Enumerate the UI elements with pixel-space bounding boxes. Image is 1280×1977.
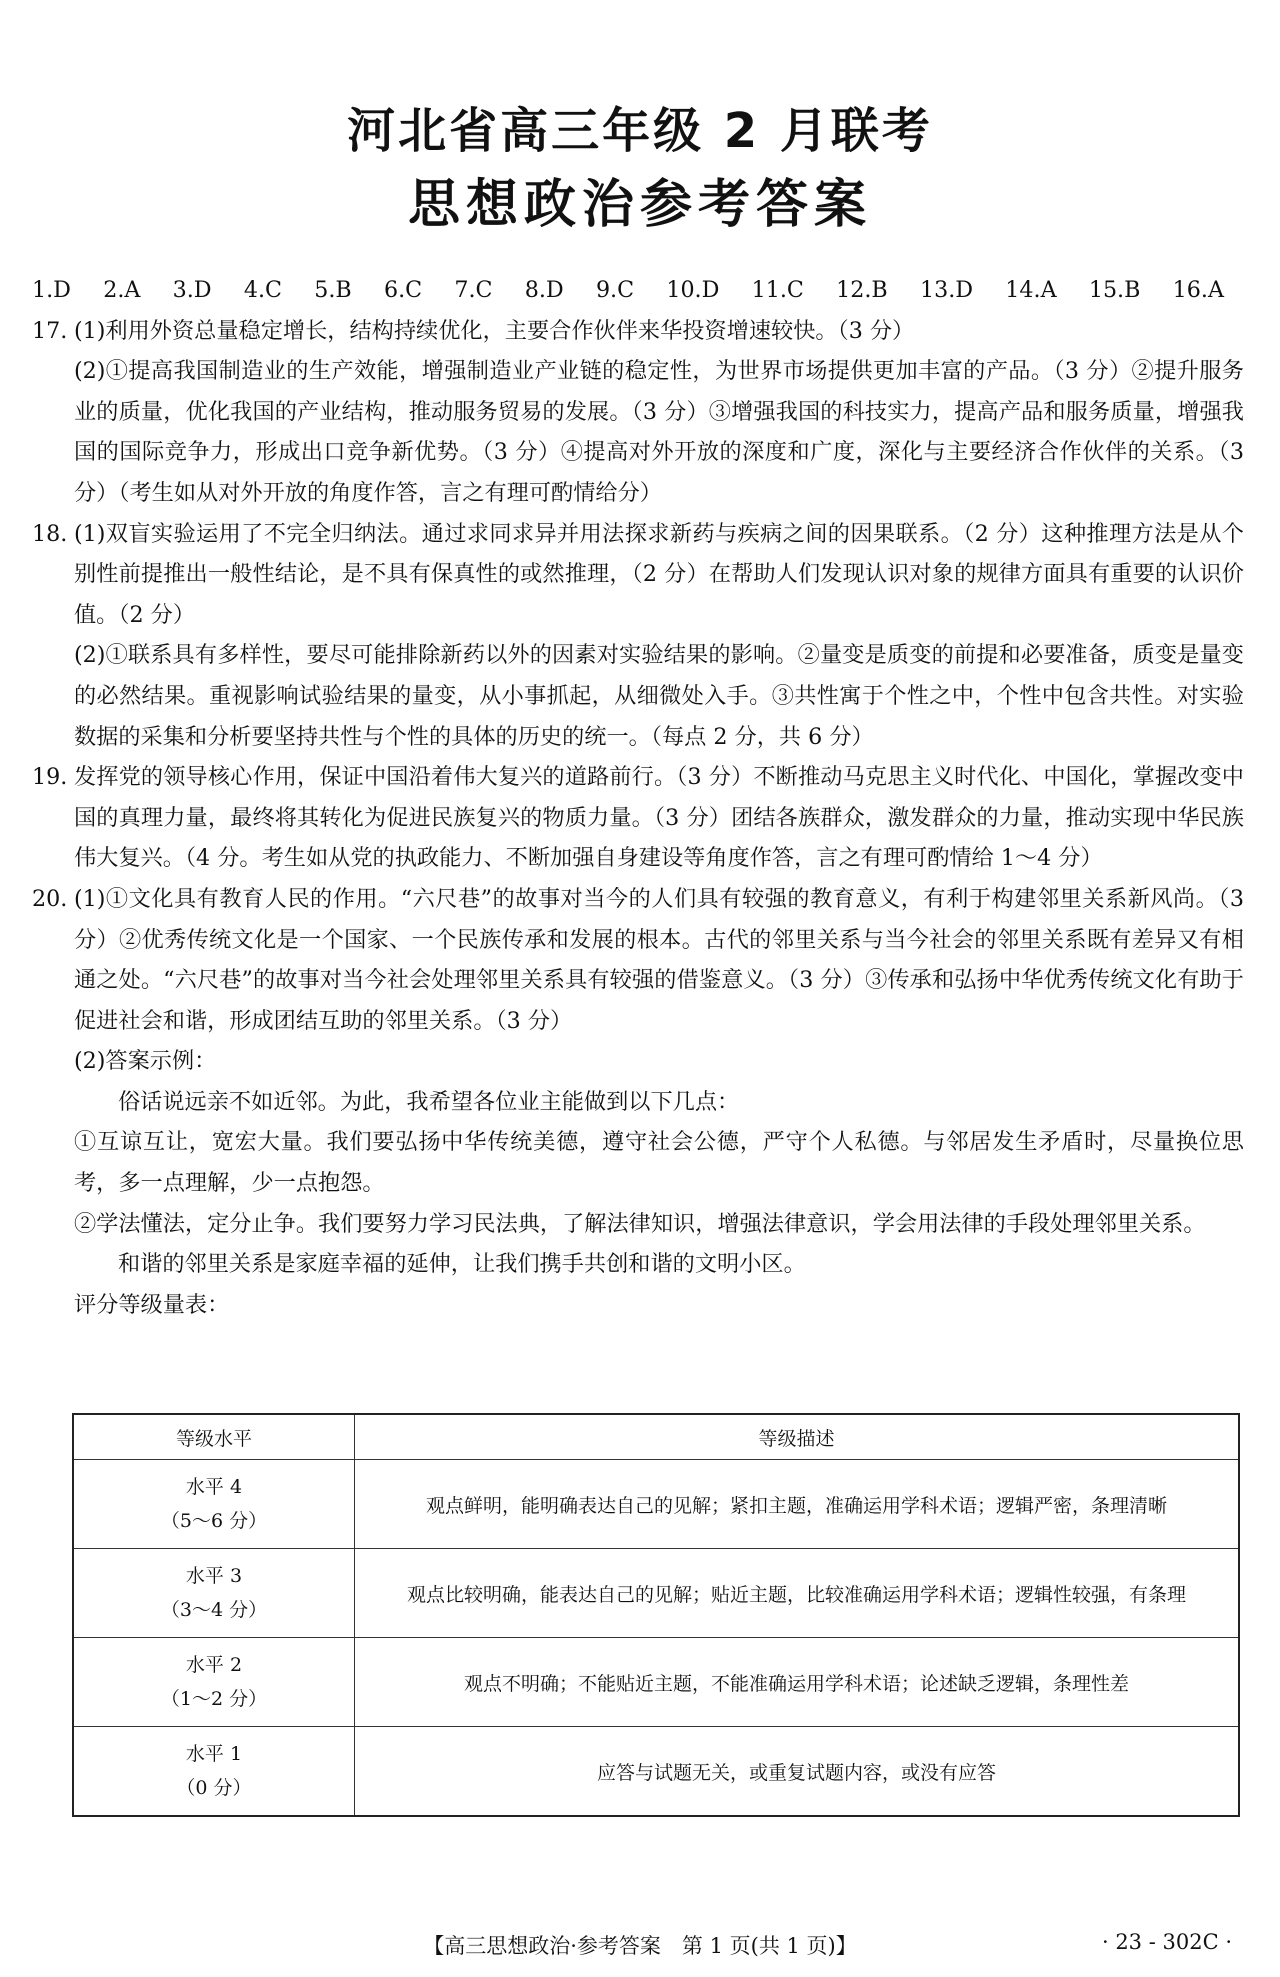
level-label: 水平 4 [185,1476,243,1498]
mc-answer-row [32,270,1244,311]
table-header: 等级水平 [73,1414,355,1460]
mc-answer: 2.A [103,277,141,303]
question-18 [32,514,1244,758]
mc-answer: 7.C [454,277,493,303]
answer-paragraph: (2)①联系具有多样性，要尽可能排除新药以外的因素对实验结果的影响。②量变是质变的前提和必要准备，质变是量变的必然结果。重视影响试验结果的量变，从小事抓起，从细微处入手。③共性寓于个性之中，个性中包含共性。对实验数据的采集和分析要坚持共性与个性的具体的历史的统一。（每点 2 分，共 6 分） [74,642,1244,750]
level-score: （1～2 分） [160,1688,268,1710]
question-number: 17. [32,317,68,344]
footer-page-info: 【高三思想政治·参考答案 第 1 页(共 1 页)】 [423,1934,857,1958]
sample-paragraph: 俗话说远亲不如近邻。为此，我希望各位业主能做到以下几点： [118,1088,740,1115]
mc-answer: 1.D [32,277,71,303]
sample-paragraph: ②学法懂法，定分止争。我们要努力学习民法典，了解法律知识，增强法律意识，学会用法律的手段处理邻里关系。 [74,1210,1206,1237]
answer-paragraph: (1)①文化具有教育人民的作用。“六尺巷”的故事对当今的人们具有较强的教育意义，有利于构建邻里关系新风尚。（3 分）②优秀传统文化是一个国家、一个民族传承和发展的根本。古代的邻里关系与当今社会的邻里关系既有差异又有相通之处。“六尺巷”的故事对当今社会处理邻里关系具有较强的借鉴意义。（3 分）③传承和弘扬中华优秀传统文化有助于促进社会和谐，形成团结互助的邻里关系。（3 分） [74,885,1244,1034]
table-row [73,1727,1239,1817]
level-label: 水平 1 [185,1743,243,1765]
mc-answer: 6.C [383,277,423,303]
mc-answer: 3.D [172,277,212,303]
table-header: 等级描述 [355,1414,1240,1460]
answer-paragraph: (1)利用外资总量稳定增长，结构持续优化，主要合作伙伴来华投资增速较快。（3 分） [74,317,915,344]
description-cell: 应答与试题无关，或重复试题内容，或没有应答 [355,1727,1240,1817]
mc-answer: 5.B [314,277,352,303]
answer-body [32,270,1244,1325]
answer-paragraph: (1)双盲实验运用了不完全归纳法。通过求同求异并用法探求新药与疾病之间的因果联系。（2 分）这种推理方法是从个别性前提推出一般性结论，是不具有保真性的或然推理，（2 分）在帮助人们发现认识对象的规律方面具有重要的认识价值。（2 分） [74,520,1244,628]
mc-answer: 11.C [751,277,804,303]
level-cell [73,1549,355,1638]
level-score: （5～6 分） [160,1510,268,1532]
sample-paragraph: ①互谅互让，宽宏大量。我们要弘扬中华传统美德，遵守社会公德，严守个人私德。与邻居发生矛盾时，尽量换位思考，多一点理解，少一点抱怨。 [74,1129,1244,1197]
mc-answer: 10.D [666,277,720,303]
mc-answer: 8.D [524,277,564,303]
answer-paragraph: (2)答案示例： [74,1048,217,1075]
description-cell: 观点不明确；不能贴近主题，不能准确运用学科术语；论述缺乏逻辑，条理性差 [355,1638,1240,1727]
page-footer [0,1930,1280,1960]
level-score: （3～4 分） [160,1599,268,1621]
sample-paragraph: 和谐的邻里关系是家庭幸福的延伸，让我们携手共创和谐的文明小区。 [118,1251,806,1278]
question-20 [32,879,1244,1326]
table-label: 评分等级量表： [74,1291,230,1318]
level-label: 水平 3 [185,1565,243,1587]
mc-answer: 16.A [1172,277,1224,303]
question-19 [32,757,1244,879]
level-label: 水平 2 [185,1654,243,1676]
level-cell [73,1638,355,1727]
page-title-line2: 思想政治参考答案 [407,175,872,235]
table-header-row [73,1414,1239,1460]
level-cell [73,1727,355,1817]
grading-table [72,1413,1240,1817]
table-row [73,1549,1239,1638]
question-number: 18. [32,520,68,547]
question-17 [32,311,1244,514]
table-row [73,1638,1239,1727]
table-row [73,1460,1239,1549]
mc-answer: 14.A [1005,277,1057,303]
mc-answer: 12.B [836,277,888,303]
level-cell [73,1460,355,1549]
description-cell: 观点比较明确，能表达自己的见解；贴近主题，比较准确运用学科术语；逻辑性较强，有条理 [355,1549,1240,1638]
question-number: 19. [32,764,68,791]
answer-paragraph: 发挥党的领导核心作用，保证中国沿着伟大复兴的道路前行。（3 分）不断推动马克思主义时代化、中国化，掌握改变中国的真理力量，最终将其转化为促进民族复兴的物质力量。（3 分）团结各族群众，激发群众的力量，推动实现中华民族伟大复兴。（4 分。考生如从党的执政能力、不断加强自身建设等角度作答，言之有理可酌情给 1～4 分） [74,764,1244,872]
mc-answer: 4.C [243,277,282,303]
mc-answer: 15.B [1088,277,1141,303]
page-title-line1: 河北省高三年级 2 月联考 [347,103,933,159]
question-number: 20. [32,885,68,912]
mc-answer: 9.C [595,277,635,303]
level-score: （0 分） [176,1777,252,1799]
description-cell: 观点鲜明，能明确表达自己的见解；紧扣主题，准确运用学科术语；逻辑严密，条理清晰 [355,1460,1240,1549]
answer-paragraph: (2)①提高我国制造业的生产效能，增强制造业产业链的稳定性，为世界市场提供更加丰富的产品。（3 分）②提升服务业的质量，优化我国的产业结构，推动服务贸易的发展。（3 分）③增强我国的科技实力，提高产品和服务质量，增强我国的国际竞争力，形成出口竞争新优势。（3 分）④提高对外开放的深度和广度，深化与主要经济合作伙伴的关系。（3 分）（考生如从对外开放的角度作答，言之有理可酌情给分） [74,358,1244,506]
mc-answer: 13.D [919,277,974,303]
footer-code: · 23 - 302C · [1101,1930,1232,1954]
